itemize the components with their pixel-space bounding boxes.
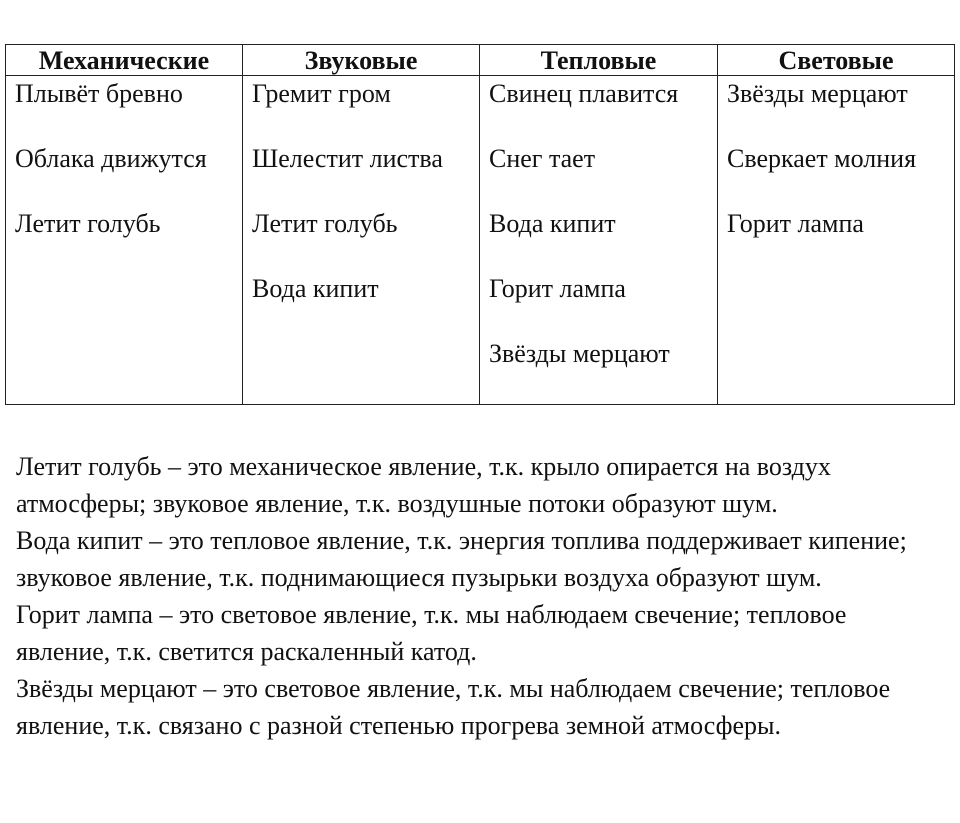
table-cell: Летит голубь bbox=[15, 209, 161, 238]
table-cell: Гремит гром bbox=[252, 79, 391, 108]
header-thermal: Тепловые bbox=[480, 45, 718, 76]
header-mechanical: Механические bbox=[6, 45, 243, 76]
table-cell: Звёзды мерцают bbox=[489, 339, 670, 368]
column-mechanical bbox=[6, 76, 243, 404]
explanation-paragraph: Летит голубь – это механическое явление, т.к. крыло опирается на воздух атмосферы; звуковое явление, т.к. воздушные потоки образуют шум. bbox=[16, 452, 831, 518]
table-cell: Облака движутся bbox=[15, 144, 207, 173]
table-cell: Вода кипит bbox=[252, 274, 379, 303]
table-cell: Горит лампа bbox=[489, 274, 626, 303]
column-thermal bbox=[480, 76, 718, 404]
table-cell: Плывёт бревно bbox=[15, 79, 183, 108]
column-sound bbox=[243, 76, 480, 404]
table-cell: Шелестит листва bbox=[252, 144, 443, 173]
table-cell: Летит голубь bbox=[252, 209, 398, 238]
header-light: Световые bbox=[718, 45, 954, 76]
table-cell: Звёзды мерцают bbox=[727, 79, 908, 108]
phenomena-table bbox=[5, 44, 955, 405]
explanation-paragraph: Звёзды мерцают – это световое явление, т.к. мы наблюдаем свечение; тепловое явление, т.к. связано с разной степенью прогрева земной атмосферы. bbox=[16, 674, 891, 740]
table-cell: Сверкает молния bbox=[727, 144, 917, 173]
explanation-paragraph: Вода кипит – это тепловое явление, т.к. энергия топлива поддерживает кипение; звуковое явление, т.к. поднимающиеся пузырьки воздуха образуют шум. bbox=[16, 526, 907, 592]
table-cell: Вода кипит bbox=[489, 209, 616, 238]
explanations-text bbox=[16, 448, 946, 744]
header-sound: Звуковые bbox=[243, 45, 480, 76]
table-cell: Снег тает bbox=[489, 144, 596, 173]
column-light bbox=[718, 76, 954, 404]
explanation-paragraph: Горит лампа – это световое явление, т.к. мы наблюдаем свечение; тепловое явление, т.к. светится раскаленный катод. bbox=[16, 600, 847, 666]
table-cell: Свинец плавится bbox=[489, 79, 679, 108]
table-cell: Горит лампа bbox=[727, 209, 864, 238]
